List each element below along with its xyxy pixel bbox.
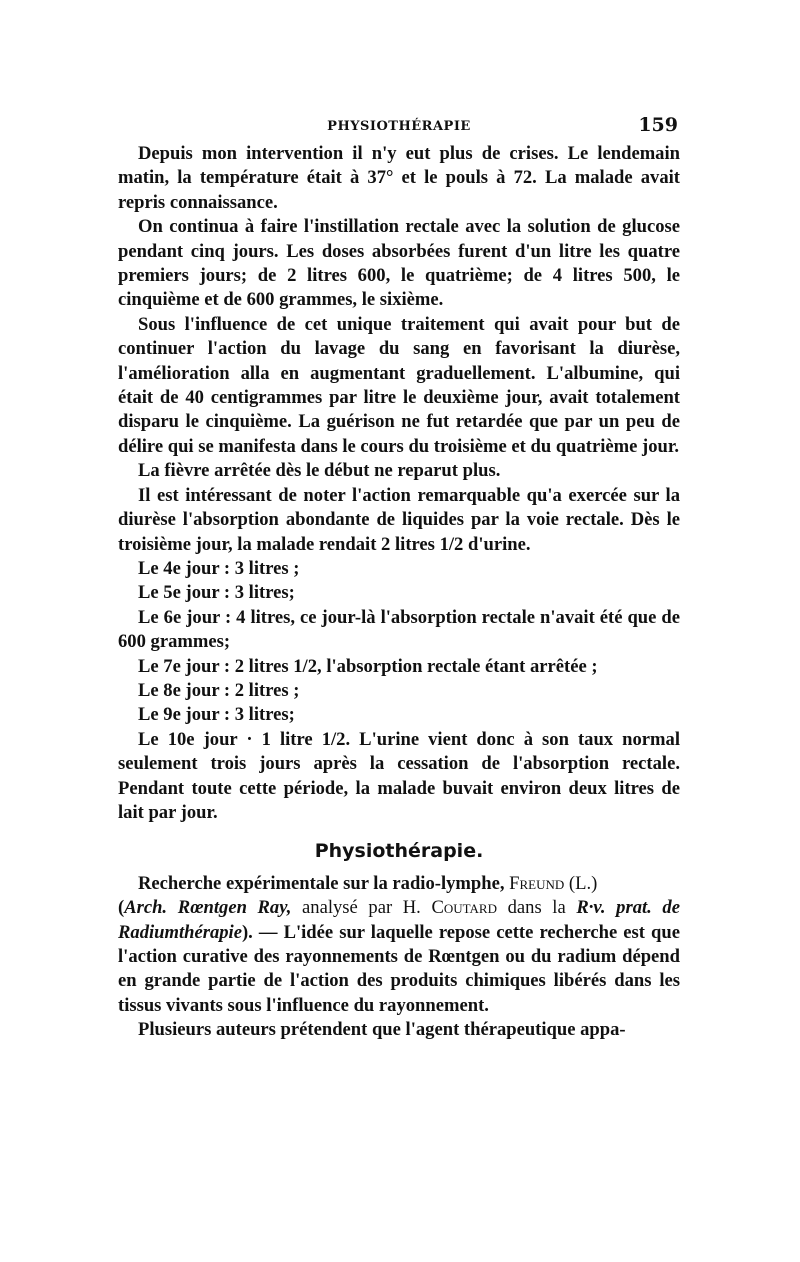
source-open: ( [118,897,125,919]
section-heading: Physiothérapie. [314,840,484,863]
review-name: R·v. prat. de Radiumthérapie [118,897,680,943]
body-text [118,142,680,1043]
author-name: Freund (L.) [509,872,598,894]
source-close: ). [241,921,253,943]
day-line: Le 7e jour : 2 litres 1/2, l'absorption rectale étant arrêtée ; [138,655,598,677]
paragraph: Sous l'influence de cet unique traitement qui avait pour but de continuer l'action du lavage du sang en favorisant la diurèse, l'amélioration alla en augmentant graduellement. L'albumine, qui était de 40 centigrammes par litre le deuxième jour, avait totalement disparu le cinquième. La guérison ne fut retardée que par un peu de délire qui se manifesta dans le cours du troisième et du quatrième jour. [118,313,680,457]
last-paragraph: Plusieurs auteurs prétendent que l'agent thérapeutique appa- [138,1019,626,1041]
article-title: Recherche expérimentale sur la radio-lymphe, [138,872,505,894]
page-number: 159 [638,114,678,136]
day-line: Le 9e jour : 3 litres; [138,704,295,726]
paragraph: Depuis mon intervention il n'y eut plus de crises. Le lendemain matin, la température était à 37° et le pouls à 72. La malade avait repris connaissance. [118,143,680,213]
day-line: Le 5e jour : 3 litres; [138,582,295,604]
day-line: Le 6e jour : 4 litres, ce jour-là l'absorption rectale n'avait été que de 600 grammes; [118,606,680,653]
paragraph: Il est intéressant de noter l'action remarquable qu'a exercée sur la diurèse l'absorption abondante de liquides par la voie rectale. Dès le troisième jour, la malade rendait 2 litres 1/2 d'urine. [118,484,680,555]
closing-paragraph: Le 10e jour · 1 litre 1/2. L'urine vient donc à son taux normal seulement trois jours après la cessation de l'absorption rectale. Pendant toute cette période, la malade buvait environ deux litres de lait par jour. [118,728,680,823]
paragraph: La fièvre arrêtée dès le début ne reparut plus. [138,460,501,482]
analyst-name: Coutard [431,897,497,919]
article-body: — L'idée sur laquelle repose cette recherche est que l'action curative des rayonnements de Rœntgen ou du radium dépend en grande partie de l'action des produits chimiques libérés dans les tissus vivants sous l'influence du rayonnement. [118,921,680,1016]
source-journal: Arch. Rœntgen Ray, [124,897,292,919]
book-page [118,112,680,1043]
analysed-in: dans la [496,897,577,919]
analysed-by: analysé par H. [291,897,432,919]
day-line: Le 8e jour : 2 litres ; [138,679,300,701]
running-title: PHYSIOTHÉRAPIE [327,119,471,134]
day-line: Le 4e jour : 3 litres ; [138,557,300,579]
running-header [118,112,680,138]
paragraph: On continua à faire l'instillation rectale avec la solution de glucose pendant cinq jours. Les doses absorbées furent d'un litre les quatre premiers jours; de 2 litres 600, le quatrième; de 4 litres 500, le cinquième et de 600 grammes, le sixième. [118,216,680,311]
article-paragraph [118,872,680,1018]
